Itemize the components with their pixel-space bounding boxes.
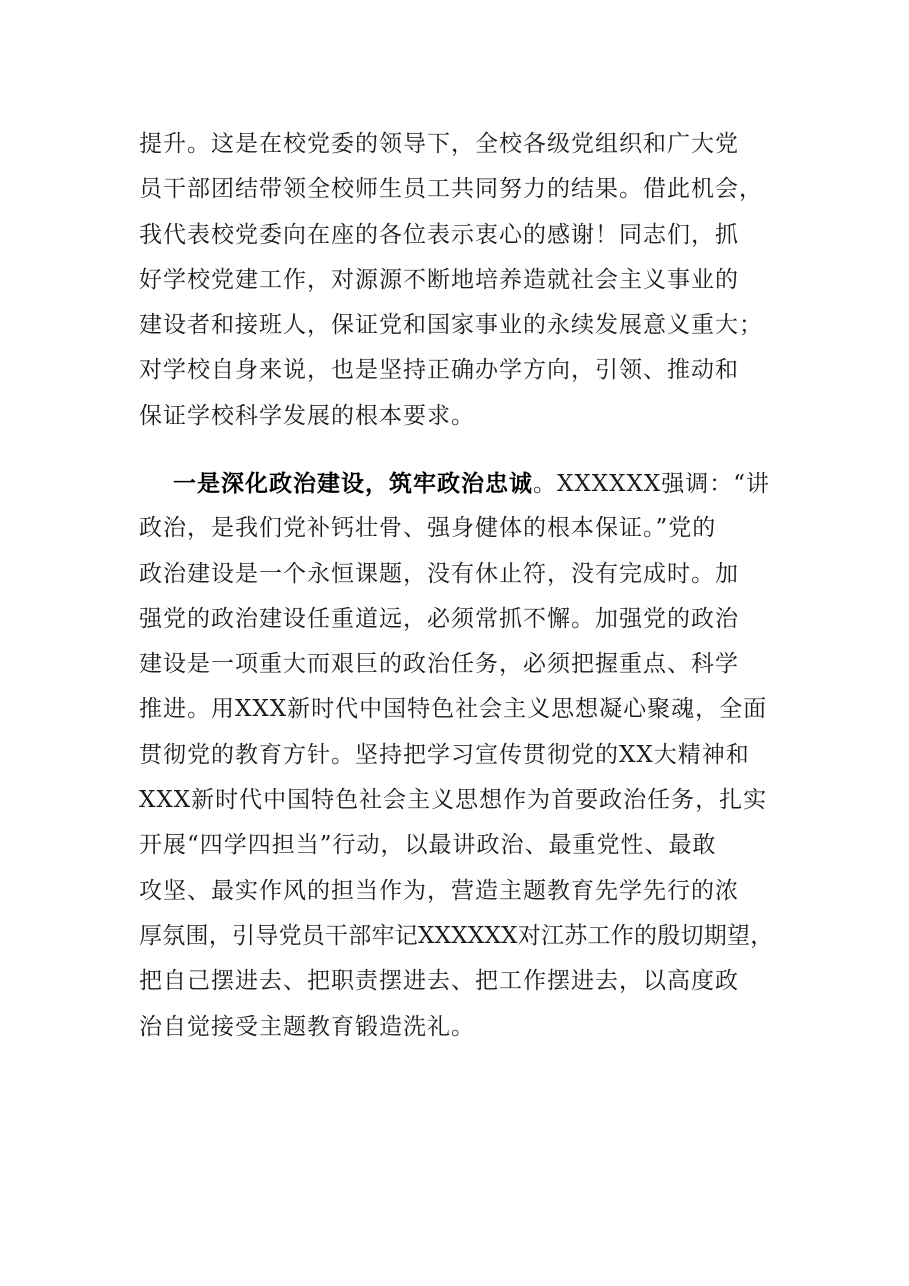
paragraph-2-line: XXX新时代中国特色社会主义思想作为首要政治任务，扎实 (139, 787, 768, 814)
paragraph-2-line: 政治建设是一个永恒课题，没有休止符，没有完成时。加 (139, 560, 739, 587)
paragraph-1-line: 保证学校科学发展的根本要求。 (139, 402, 475, 429)
paragraph-2-line: 建设是一项重大而艰巨的政治任务，必须把握重点、科学 (139, 651, 739, 678)
paragraph-2-line: 政治，是我们党补钙壮骨、强身健体的根本保证。”党的 (139, 515, 717, 542)
paragraph-2-line: 推进。用XXX新时代中国特色社会主义思想凝心聚魂，全面 (139, 696, 768, 723)
paragraph-1 (139, 122, 779, 439)
paragraph-2-line: 治自觉接受主题教育锻造洗礼。 (139, 1013, 475, 1040)
paragraph-2-line: 贯彻党的教育方针。坚持把学习宣传贯彻党的XX大精神和 (139, 741, 750, 768)
paragraph-1-line: 我代表校党委向在座的各位表示衷心的感谢！同志们，抓 (139, 221, 739, 248)
paragraph-2-first-line (139, 461, 779, 506)
paragraph-2-first-line-text: 。XXXXXX强调：“讲 (533, 471, 771, 497)
paragraph-2-line: 把自己摆进去、把职责摆进去、把工作摆进去，以高度政 (139, 968, 739, 995)
paragraph-2-line: 强党的政治建设任重道远，必须常抓不懈。加强党的政治 (139, 605, 739, 632)
paragraph-2-line: 攻坚、最实作风的担当作为，营造主题教育先学先行的浓 (139, 877, 739, 904)
paragraph-2-line: 开展“四学四担当”行动，以最讲政治、最重党性、最敢 (139, 832, 717, 859)
paragraph-1-line: 建设者和接班人，保证党和国家事业的永续发展意义重大； (139, 312, 763, 339)
paragraph-2 (139, 461, 779, 1050)
paragraph-1-line: 好学校党建工作，对源源不断地培养造就社会主义事业的 (139, 266, 739, 293)
paragraph-1-line: 提升。这是在校党委的领导下，全校各级党组织和广大党 (139, 131, 739, 157)
paragraph-heading: 一是深化政治建设，筑牢政治忠诚 (173, 470, 533, 497)
paragraph-1-line: 对学校自身来说，也是坚持正确办学方向，引领、推动和 (139, 357, 739, 384)
paragraph-1-line: 员干部团结带领全校师生员工共同努力的结果。借此机会， (139, 176, 763, 203)
paragraph-2-line: 厚氛围，引导党员干部牢记XXXXXX对江苏工作的殷切期望， (139, 922, 774, 949)
